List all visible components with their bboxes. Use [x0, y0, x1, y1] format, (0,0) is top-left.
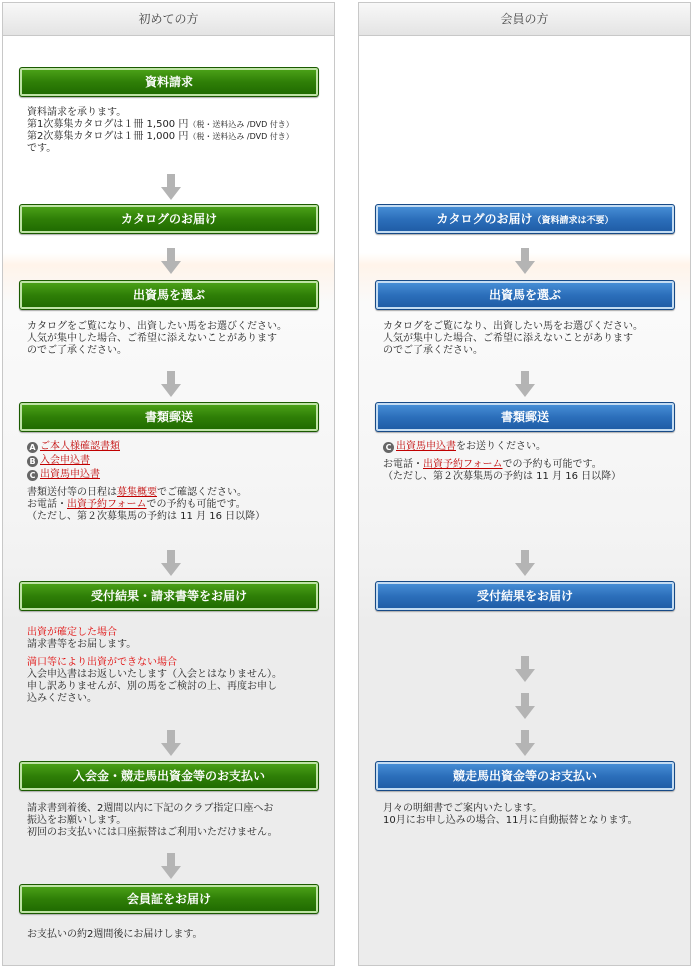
member-payment-description: 月々の明細書でご案内いたします。 10月にお申し込みの場合、11月に自動振替となります。 — [383, 803, 638, 826]
member-horse-application-link[interactable]: 出資馬申込書 — [396, 441, 456, 452]
down-arrow-icon — [161, 248, 181, 274]
down-arrow-icon — [161, 174, 181, 200]
member-step-mail-documents-button[interactable]: 書類郵送 — [375, 402, 675, 432]
step-catalog-delivery-button[interactable]: カタログのお届け — [19, 204, 319, 234]
step-mail-documents-button[interactable]: 書類郵送 — [19, 402, 319, 432]
mail-documents-description: A ご本人様確認書類 B 入会申込書 C 出資馬申込書 書類送付等の日程は募集概要でご確認ください。 お電話・出資予約フォームでの予約も可能です。 （ただし、第２次募集馬の予約は 11 月 16 日以降） — [27, 441, 266, 522]
horse-application-link[interactable]: 出資馬申込書 — [40, 469, 100, 480]
membership-card-description: お支払いの約2週間後にお届けします。 — [27, 929, 203, 940]
down-arrow-icon — [161, 853, 181, 879]
member-step-payment-button[interactable]: 競走馬出資金等のお支払い — [375, 761, 675, 791]
down-arrow-icon — [161, 730, 181, 756]
down-arrow-icon — [515, 248, 535, 274]
down-arrow-icon — [515, 550, 535, 576]
down-arrow-icon — [161, 371, 181, 397]
member-choose-horse-description: カタログをご覧になり、出資したい馬をお選びください。 人気が集中した場合、ご希望に添えないことがあります のでご了承ください。 — [383, 321, 643, 356]
step-choose-horse-button[interactable]: 出資馬を選ぶ — [19, 280, 319, 310]
reservation-form-link[interactable]: 出資予約フォーム — [67, 499, 147, 510]
badge-b-icon: B — [27, 456, 38, 467]
member-step-receipt-results-button[interactable]: 受付結果をお届け — [375, 581, 675, 611]
step-document-request-button[interactable]: 資料請求 — [19, 67, 319, 97]
member-step-catalog-delivery-button[interactable]: カタログのお届け（資料請求は不要） — [375, 204, 675, 234]
member-reservation-form-link[interactable]: 出資予約フォーム — [423, 459, 503, 470]
first-time-column — [2, 2, 335, 966]
down-arrow-icon — [515, 693, 535, 719]
step-membership-card-button[interactable]: 会員証をお届け — [19, 884, 319, 914]
member-column — [358, 2, 691, 966]
down-arrow-icon — [161, 550, 181, 576]
member-mail-documents-description: C 出資馬申込書をお送りください。 お電話・出資予約フォームでの予約も可能です。 （ただし、第２次募集馬の予約は 11 月 16 日以降） — [383, 441, 622, 482]
down-arrow-icon — [515, 656, 535, 682]
column-header-member: 会員の方 — [359, 3, 690, 36]
down-arrow-icon — [515, 730, 535, 756]
document-request-description: 資料請求を承ります。 第1次募集カタログは１冊 1,500 円（税・送料込み /DVD 付き） 第2次募集カタログは１冊 1,000 円（税・送料込み /DVD 付き） です。 — [27, 107, 294, 154]
down-arrow-icon — [515, 371, 535, 397]
step-payment-button[interactable]: 入会金・競走馬出資金等のお支払い — [19, 761, 319, 791]
badge-c-icon: C — [383, 442, 394, 453]
membership-application-link[interactable]: 入会申込書 — [40, 455, 90, 466]
badge-c-icon: C — [27, 470, 38, 481]
member-step-choose-horse-button[interactable]: 出資馬を選ぶ — [375, 280, 675, 310]
recruitment-overview-link[interactable]: 募集概要 — [117, 487, 157, 498]
column-header-first-time: 初めての方 — [3, 3, 334, 36]
step-receipt-results-button[interactable]: 受付結果・請求書等をお届け — [19, 581, 319, 611]
badge-a-icon: A — [27, 442, 38, 453]
receipt-results-description: 出資が確定した場合 請求書等をお届します。 満口等により出資ができない場合 入会申込書はお返しいたします（入会とはなりません）。 申し訳ありませんが、別の馬をご検討の上、再度お申し 込みください。 — [27, 627, 282, 704]
choose-horse-description: カタログをご覧になり、出資したい馬をお選びください。 人気が集中した場合、ご希望に添えないことがあります のでご了承ください。 — [27, 321, 287, 356]
payment-description: 請求書到着後、2週間以内に下記のクラブ指定口座へお 振込をお願いします。 初回のお支払いには口座振替はご利用いただけません。 — [27, 803, 278, 838]
identity-documents-link[interactable]: ご本人様確認書類 — [40, 441, 120, 452]
